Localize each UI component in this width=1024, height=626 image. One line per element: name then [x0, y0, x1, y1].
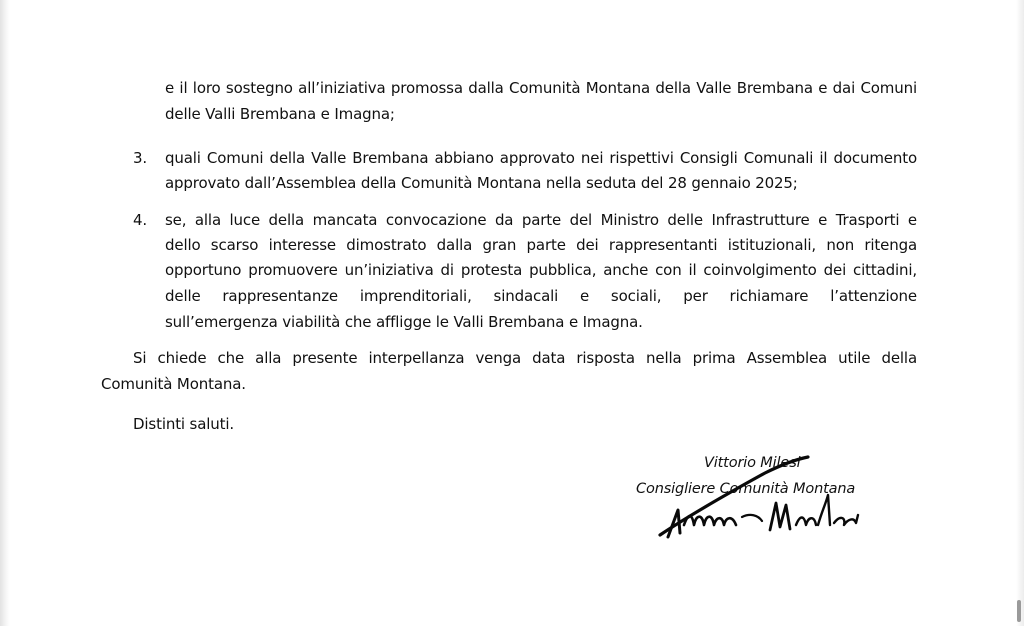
item-3-line-2: approvato dall’Assemblea della Comunità Montana nella seduta del 28 gennaio 2025; [165, 174, 798, 192]
item-3-line-1: quali Comuni della Valle Brembana abbiano approvato nei rispettivi Consigli Comunali il documento [165, 149, 917, 167]
item-4-number: 4. [133, 211, 148, 229]
handwritten-signature [650, 455, 870, 545]
continuation-line-2: delle Valli Brembana e Imagna; [165, 105, 395, 123]
request-line-2: Comunità Montana. [101, 375, 246, 393]
item-4-line-1: se, alla luce della mancata convocazione da parte del Ministro delle Infrastrutture e Trasporti e [165, 211, 917, 229]
item-4-line-3: opportuno promuovere un’iniziativa di protesta pubblica, anche con il coinvolgimento dei cittadini, [165, 261, 917, 279]
signatory-name: Vittorio Milesi [704, 455, 801, 471]
signatory-role: Consigliere Comunità Montana [636, 481, 856, 497]
item-4-line-5: sull’emergenza viabilità che affligge le Valli Brembana e Imagna. [165, 313, 643, 331]
closing-text: Distinti saluti. [133, 415, 235, 433]
item-4-line-2: dello scarso interesse dimostrato dalla gran parte dei rappresentanti istituzionali, non ritenga [165, 236, 917, 254]
scrollbar-thumb[interactable] [1017, 600, 1021, 622]
item-3-number: 3. [133, 149, 148, 167]
request-line-1: Si chiede che alla presente interpellanza venga data risposta nella prima Assemblea utile della [133, 349, 917, 367]
item-4-line-4: delle rappresentanze imprenditoriali, sindacali e sociali, per richiamare l’attenzione [165, 287, 917, 305]
continuation-line-1: e il loro sostegno all’iniziativa promossa dalla Comunità Montana della Valle Brembana e dai Comuni [165, 79, 917, 97]
